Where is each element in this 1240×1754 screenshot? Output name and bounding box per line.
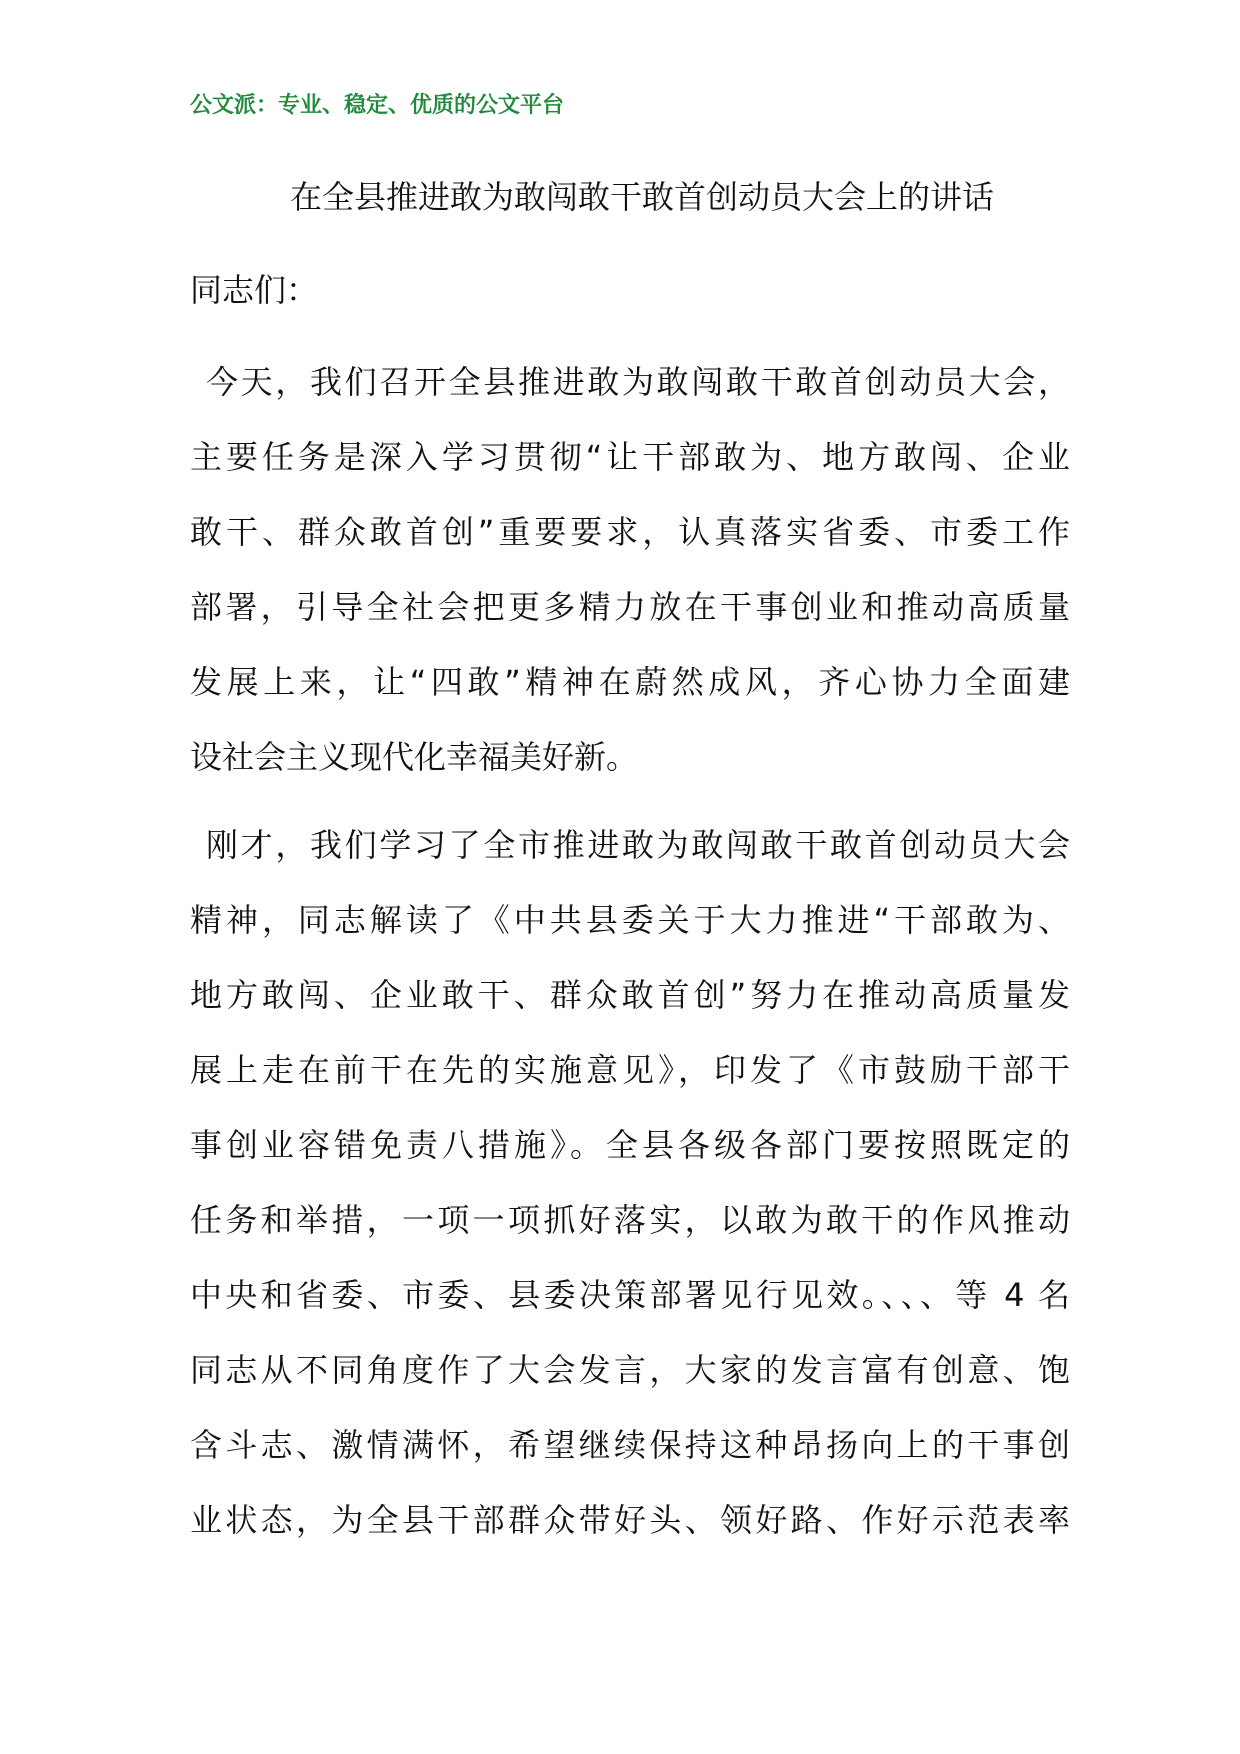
paragraph-1: [190, 345, 1070, 795]
paragraph-line: 任务和举措，一项一项抓好落实，以敢为敢干的作风推动: [190, 1201, 1070, 1239]
paragraph-line: 业状态，为全县干部群众带好头、领好路、作好示范表率: [190, 1501, 1070, 1539]
paragraph-line: 发展上来，让“四敢”精神在蔚然成风，齐心协力全面建: [190, 663, 1070, 701]
paragraph-line: 刚才，我们学习了全市推进敢为敢闯敢干敢首创动员大会: [206, 826, 1070, 864]
paragraph-line: 敢干、群众敢首创”重要要求，认真落实省委、市委工作: [190, 513, 1070, 551]
salutation: 同志们：: [190, 271, 319, 309]
paragraph-2: [190, 808, 1070, 1558]
paragraph-line: 中央和省委、市委、县委决策部署见行见效。、、、等 4 名: [190, 1276, 1070, 1314]
paragraph-line: 今天，我们召开全县推进敢为敢闯敢干敢首创动员大会，: [206, 363, 1070, 401]
paragraph-line: 展上走在前干在先的实施意见》，印发了《市鼓励干部干: [190, 1051, 1070, 1089]
document-title: 在全县推进敢为敢闯敢干敢首创动员大会上的讲话: [290, 178, 995, 216]
site-header-text: 公文派：专业、稳定、优质的公文平台: [190, 92, 565, 118]
paragraph-line: 同志从不同角度作了大会发言，大家的发言富有创意、饱: [190, 1351, 1070, 1389]
paragraph-line: 含斗志、激情满怀，希望继续保持这种昂扬向上的干事创: [190, 1426, 1070, 1464]
paragraph-line: 主要任务是深入学习贯彻“让干部敢为、地方敢闯、企业: [190, 438, 1070, 476]
paragraph-line: 地方敢闯、企业敢干、群众敢首创”努力在推动高质量发: [190, 976, 1070, 1014]
paragraph-line: 事创业容错免责八措施》。全县各级各部门要按照既定的: [190, 1126, 1070, 1164]
paragraph-line: 设社会主义现代化幸福美好新。: [190, 738, 639, 776]
paragraph-line: 部署，引导全社会把更多精力放在干事创业和推动高质量: [190, 588, 1070, 626]
paragraph-line: 精神，同志解读了《中共县委关于大力推进“干部敢为、: [190, 901, 1070, 939]
